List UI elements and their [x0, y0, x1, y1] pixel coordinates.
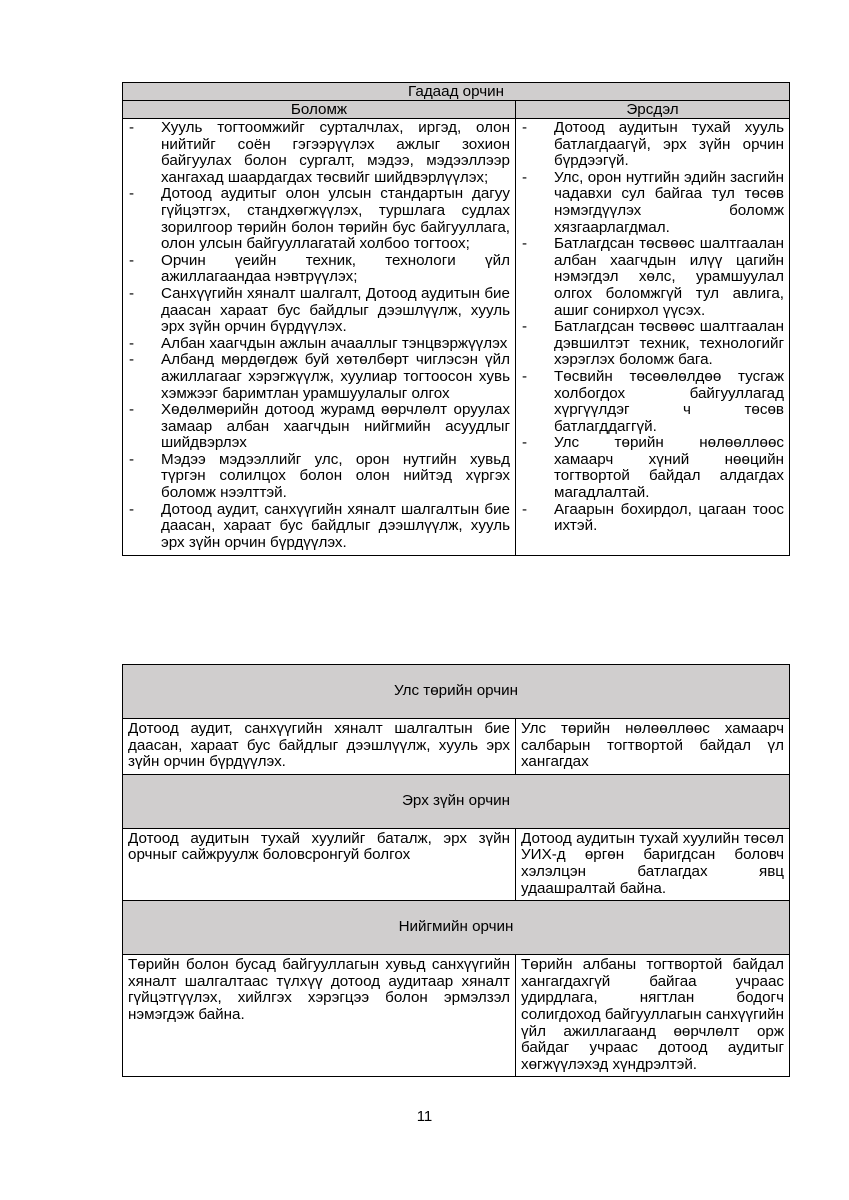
social-right-cell: Төрийн албаны тогтвортой байдал хангагдахгүй байгаа учраас удирдлага, нягтлан бодогч солигдоход байгууллагын санхүүгийн үйл ажиллагаанд өөрчлөлт орж байдаг учраас дотоод аудитыг хөгжүүлэхэд хүндрэлтэй.	[516, 955, 790, 1077]
legal-right-cell: Дотоод аудитын тухай хуулийн төсөл УИХ-д өргөн баригдсан боловч хэлэлцэн батлагдах явц удаашралтай байна.	[516, 828, 790, 900]
opportunities-list	[129, 120, 510, 551]
legal-left-cell: Дотоод аудитын тухай хуулийг баталж, эрх зүйн орчныг сайжруулж боловсронгуй болгох	[123, 828, 516, 900]
political-right-cell: Улс төрийн нөлөөллөөс хамаарч салбарын тогтвортой байдал үл хангагдах	[516, 719, 790, 775]
section-header-social: Нийгмийн орчин	[123, 901, 790, 955]
list-item: - Дотоод аудитын тухай хууль батлагдаагүй, эрх зүйн орчин бүрдээгүй.	[522, 119, 784, 170]
list-item: - Батлагдсан төсвөөс шалтгаалан дэвшилтэт техник, технологийг хэрэглэх боломж бага.	[522, 318, 784, 369]
environment-sections-table	[122, 664, 790, 1077]
risks-cell	[516, 119, 790, 556]
section-header-legal: Эрх зүйн орчин	[123, 774, 790, 828]
external-environment-table	[122, 82, 790, 556]
list-item: - Төсвийн төсөөлөлдөө тусгаж холбогдох байгууллагад хүргүүлдэг ч төсөв батлагддаггүй.	[522, 367, 784, 435]
list-item: - Хууль тогтоомжийг сурталчлах, иргэд, олон нийтийг соён гэгээрүүлэх ажлыг зохион байгуулах болон сургалт, мэдээ, мэдээллээр хангахад шаардагдах төсвийг шийдвэрлүүлэх;	[129, 119, 510, 186]
section-header-political: Улс төрийн орчин	[123, 665, 790, 719]
list-item: - Агаарын бохирдол, цагаан тоос ихтэй.	[522, 500, 784, 535]
list-item: - Улс, орон нутгийн эдийн засгийн чадавхи сул байгаа тул төсөв нэмэгдүүлэх боломж хязгаарлагдмал.	[522, 168, 784, 236]
political-left-cell: Дотоод аудит, санхүүгийн хяналт шалгалтын бие даасан, хараат бус байдлыг дээшлүүлж, хууль эрх зүйн орчин бүрдүүлэх.	[123, 719, 516, 775]
list-item: - Улс төрийн нөлөөллөөс хамаарч хүний нөөцийн тогтвортой байдал алдагдах магадлалтай.	[522, 434, 784, 502]
list-item: - Албан хаагчдын ажлын ачааллыг тэнцвэржүүлэх	[129, 334, 508, 352]
page-number: 11	[416, 1108, 433, 1125]
list-item: - Орчин үеийн техник, технологи үйл ажиллагаандаа нэвтрүүлэх;	[129, 251, 510, 286]
list-item: - Албанд мөрдөгдөж буй хөтөлбөрт чиглэсэн үйл ажиллагааг хэрэгжүүлж, хуулиар тогтоосон хувь хэмжээг баримтлан урамшуулалыг олгох	[129, 351, 510, 402]
risks-list	[522, 120, 784, 535]
list-item: - Дотоод аудитыг олон улсын стандартын дагуу гүйцэтгэх, стандхөгжүүлэх, туршлага судлах зорилгоор төрийн болон төрийн бус байгууллага, олон улсын байгууллагатай холбоо тогтоох;	[129, 185, 510, 253]
list-item: - Мэдээ мэдээллийг улс, орон нутгийн хувьд түргэн солилцох болон олон нийтэд хүргэх боломж нээлттэй.	[129, 450, 510, 502]
list-item: - Санхүүгийн хяналт шалгалт, Дотоод аудитын бие даасан хараат бус байдлыг дээшлүүлж, хууль эрх зүйн орчин бүрдүүлэх.	[129, 284, 510, 336]
table-title: Гадаад орчин	[123, 83, 790, 101]
risks-header: Эрсдэл	[516, 101, 790, 119]
list-item: - Дотоод аудит, санхүүгийн хяналт шалгалтын бие даасан, хараат бус байдлыг дээшлүүлж, хууль эрх зүйн орчин бүрдүүлэх.	[129, 500, 510, 551]
list-item: - Хөдөлмөрийн дотоод журамд өөрчлөлт оруулах замаар албан хаагчдын нийгмийн асуудлыг шийдвэрлэх	[129, 401, 510, 452]
social-left-cell: Төрийн болон бусад байгууллагын хувьд санхүүгийн хяналт шалгалтаас түлхүү дотоод аудитаар хяналт гүйцэтгүүлэх, хийлгэх хэрэгцээ болон эрмэлзэл нэмэгдэж байна.	[123, 955, 516, 1077]
opportunities-header: Боломж	[123, 101, 516, 119]
list-item: - Батлагдсан төсвөөс шалтгаалан албан хаагчдын илүү цагийн нэмэгдэл хөлс, урамшуулал олгох боломжгүй тул авлига, ашиг сонирхол үүсэх.	[522, 235, 784, 319]
opportunities-cell	[123, 119, 516, 556]
